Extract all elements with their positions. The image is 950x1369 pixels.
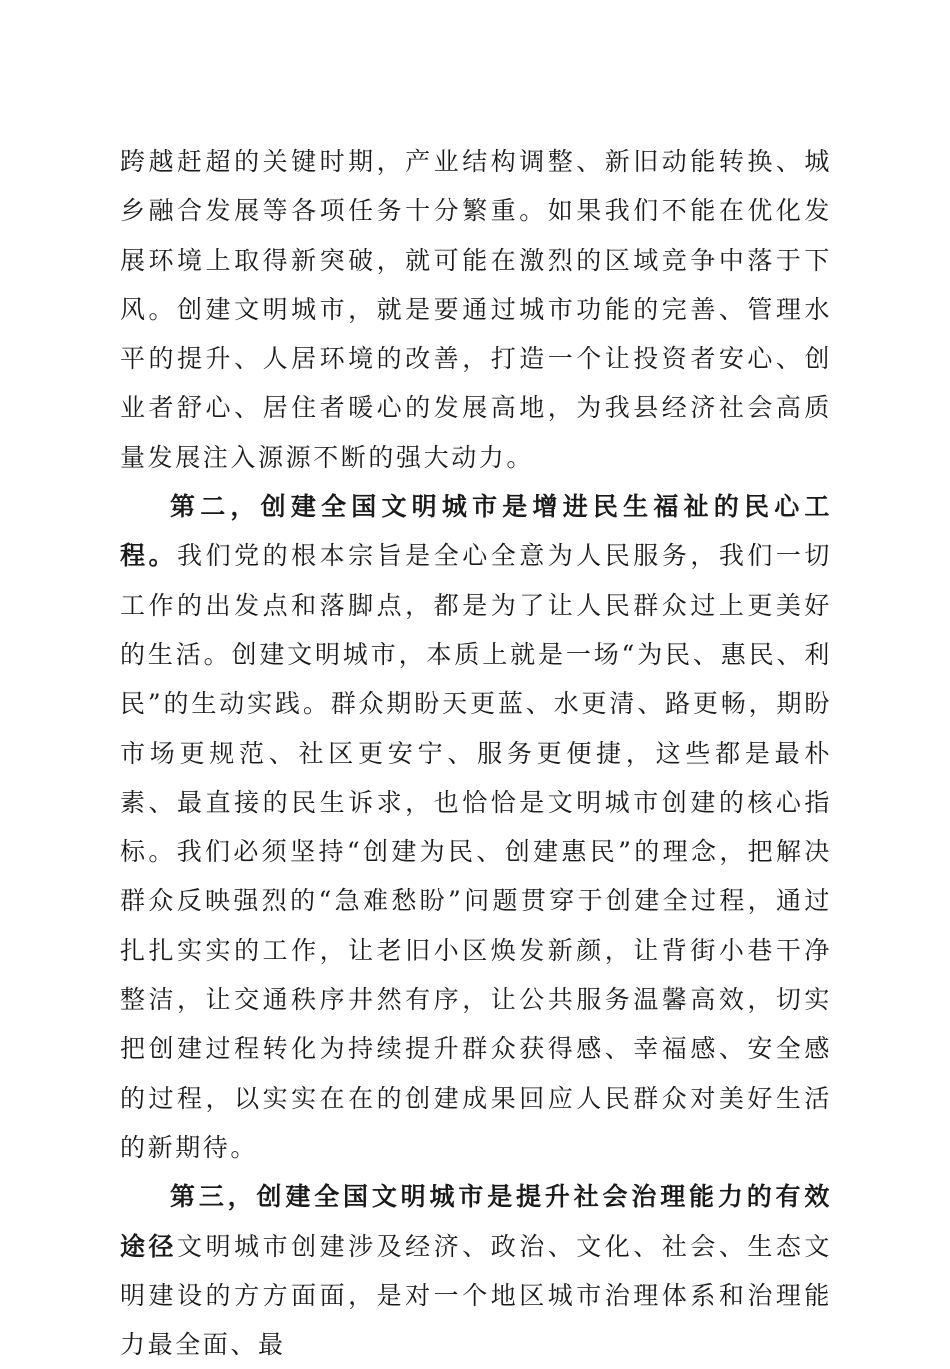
paragraph-3-text: 文明城市创建涉及经济、政治、文化、社会、生态文明建设的方方面面，是对一个地区城市治理体系和治理能力最全面、最 <box>120 1231 833 1360</box>
paragraph-3 <box>120 1172 832 1369</box>
paragraph-2-text: 我们党的根本宗旨是全心全意为人民服务，我们一切工作的出发点和落脚点，都是为了让人民群众过上更美好的生活。创建文明城市，本质上就是一场“为民、惠民、利民”的生动实践。群众期盼天更蓝、水更清、路更畅，期盼市场更规范、社区更安宁、服务更便捷，这些都是最朴素、最直接的民生诉求，也恰恰是文明城市创建的核心指标。我们必须坚持“创建为民、创建惠民”的理念，把解决群众反映强烈的“急难愁盼”问题贯穿于创建全过程，通过扎扎实实的工作，让老旧小区焕发新颜，让背街小巷干净整洁，让交通秩序井然有序，让公共服务温馨高效，切实把创建过程转化为持续提升群众获得感、幸福感、安全感的过程，以实实在在的创建成果回应人民群众对美好生活的新期待。 <box>120 541 833 1162</box>
paragraph-1-text: 跨越赶超的关键时期，产业结构调整、新旧动能转换、城乡融合发展等各项任务十分繁重。如果我们不能在优化发展环境上取得新突破，就可能在激烈的区域竞争中落于下风。创建文明城市，就是要通过城市功能的完善、管理水平的提升、人居环境的改善，打造一个让投资者安心、创业者舒心、居住者暖心的发展高地，为我县经济社会高质量发展注入源源不断的强大动力。 <box>120 147 832 472</box>
paragraph-2-lead: 第二，创建全国文明城市是增进民生福祉的民心工程。 <box>120 492 832 571</box>
document-body <box>120 137 832 1369</box>
paragraph-1 <box>120 137 832 482</box>
paragraph-2 <box>120 482 832 1172</box>
paragraph-3-lead: 第三，创建全国文明城市是提升社会治理能力的有效途径 <box>120 1182 832 1261</box>
